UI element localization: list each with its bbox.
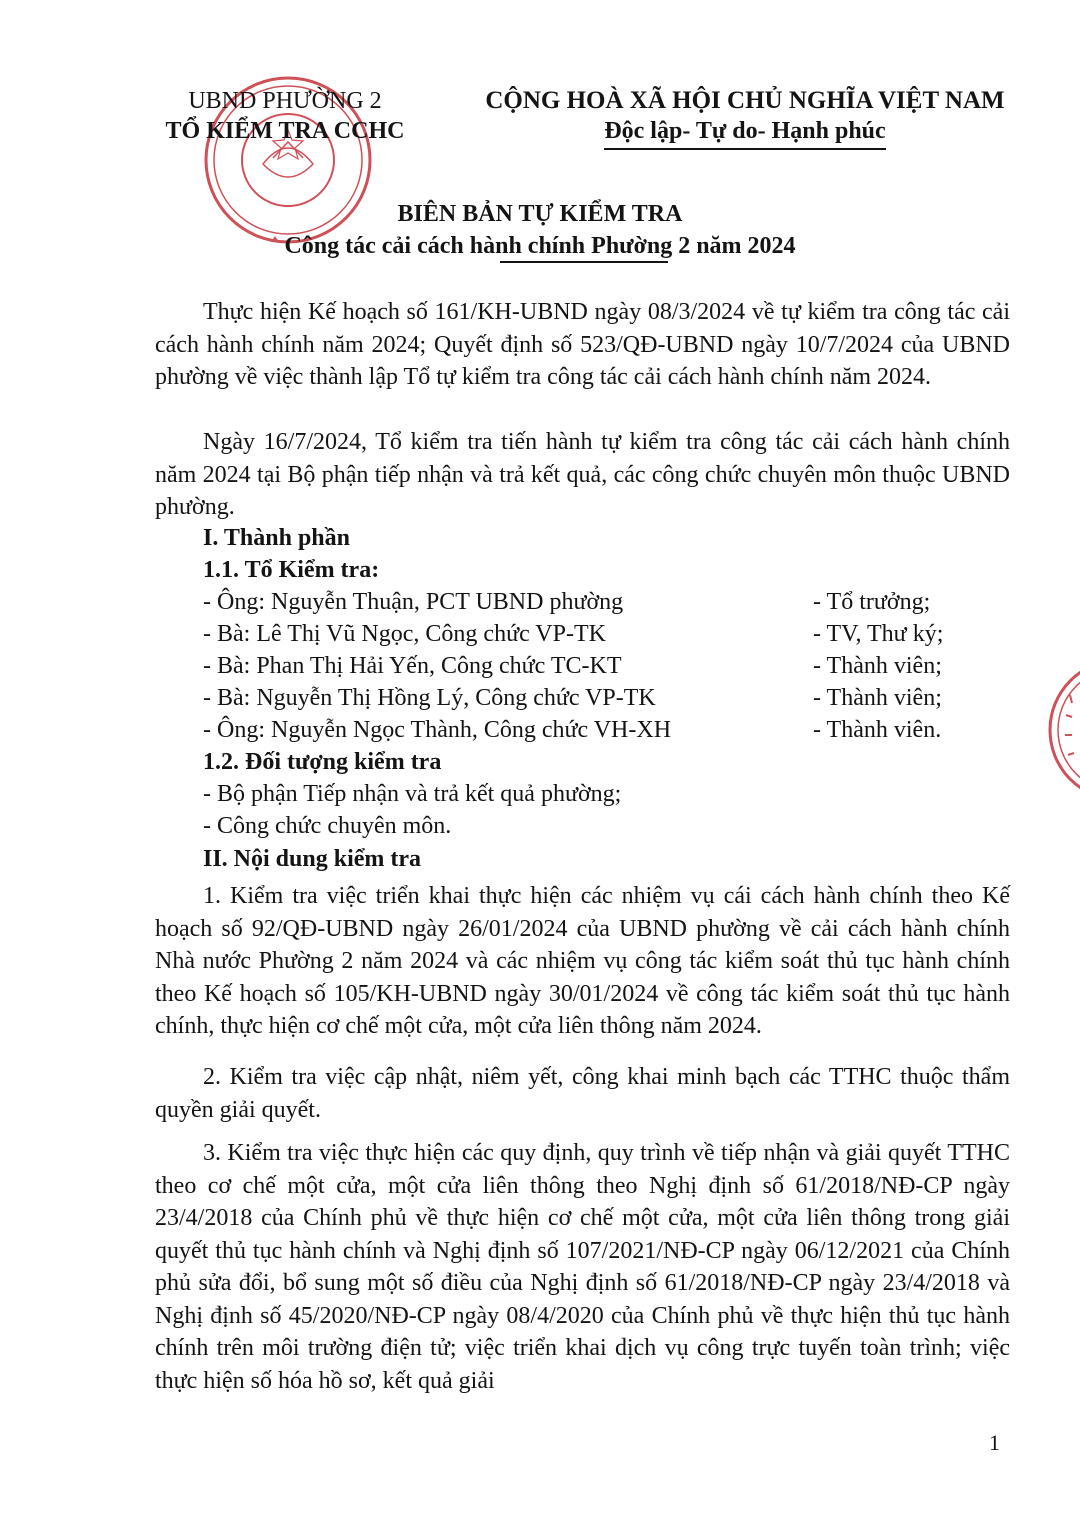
- intro-paragraph-1: Thực hiện Kế hoạch số 161/KH-UBND ngày 08/3/2024 về tự kiểm tra công tác cải cách hành chính năm 2024; Quyết định số 523/QĐ-UBND ngày 10/7/2024 của UBND phường về việc thành lập Tổ tự kiểm tra công tác cải cách hành chính năm 2024.: [155, 299, 1010, 390]
- org-name: UBND PHƯỜNG 2: [188, 88, 382, 114]
- title-underline: [500, 261, 668, 263]
- title-line-2: Công tác cải cách hành chính Phường 2 năm 2024: [284, 233, 796, 259]
- section-2-heading: II. Nội dung kiểm tra: [203, 846, 422, 872]
- member-name: - Bà: Nguyễn Thị Hồng Lý, Công chức VP-TK: [203, 685, 656, 711]
- issuing-organization: [140, 86, 430, 146]
- intro-paragraph-2: Ngày 16/7/2024, Tổ kiểm tra tiến hành tự kiểm tra công tác cải cách hành chính năm 2024 tại Bộ phận tiếp nhận và trả kết quả, các công chức chuyên môn thuộc UBND phường.: [155, 429, 1010, 520]
- page-number: 1: [989, 1430, 1000, 1455]
- document-title: [250, 198, 830, 262]
- section-1-1-heading: 1.1. Tổ Kiểm tra:: [203, 557, 380, 583]
- member-role: - Thành viên;: [813, 685, 942, 711]
- section-1-2-heading: 1.2. Đối tượng kiểm tra: [203, 749, 442, 775]
- national-header: [460, 86, 1030, 150]
- motto: Độc lập- Tự do- Hạnh phúc: [604, 116, 885, 150]
- member-name: - Bà: Lê Thị Vũ Ngọc, Công chức VP-TK: [203, 621, 606, 647]
- member-role: - Tổ trưởng;: [813, 589, 931, 615]
- member-role: - TV, Thư ký;: [813, 621, 944, 647]
- nation-title: CỘNG HOÀ XÃ HỘI CHỦ NGHĨA VIỆT NAM: [485, 87, 1005, 114]
- target-item: - Bộ phận Tiếp nhận và trả kết quả phường;: [203, 781, 622, 807]
- member-role: - Thành viên.: [813, 717, 942, 743]
- org-subunit: TỔ KIỂM TRA CCHC: [165, 118, 405, 144]
- content-item-3: 3. Kiểm tra việc thực hiện các quy định, quy trình về tiếp nhận và giải quyết TTHC theo cơ chế một cửa, một cửa liên thông theo Nghị định số 61/2018/NĐ-CP ngày 23/4/2018 của Chính phủ về thực hiện cơ chế một cửa, một cửa liên thông trong giải quyết thủ tục hành chính và Nghị định số 107/2021/NĐ-CP ngày 06/12/2021 của Chính phủ sửa đổi, bổ sung một số điều của Nghị định số 61/2018/NĐ-CP ngày 23/4/2018 và Nghị định số 45/2020/NĐ-CP ngày 08/4/2020 của Chính phủ về thực hiện thủ tục hành chính trên môi trường điện tử; việc triển khai dịch vụ công trực tuyến toàn trình; việc thực hiện số hóa hồ sơ, kết quả giải: [155, 1140, 1010, 1394]
- member-role: - Thành viên;: [813, 653, 942, 679]
- content-item-2: 2. Kiểm tra việc cập nhật, niêm yết, công khai minh bạch các TTHC thuộc thẩm quyền giải quyết.: [155, 1064, 1010, 1123]
- section-1-heading: I. Thành phần: [203, 525, 350, 551]
- member-name: - Ông: Nguyễn Ngọc Thành, Công chức VH-XH: [203, 717, 672, 743]
- member-name: - Bà: Phan Thị Hải Yến, Công chức TC-KT: [203, 653, 622, 679]
- content-item-1: 1. Kiểm tra việc triển khai thực hiện các nhiệm vụ cái cách hành chính theo Kế hoạch số 92/QĐ-UBND ngày 26/01/2024 của UBND phường về cải cách hành chính Nhà nước Phường 2 năm 2024 và các nhiệm vụ công tác kiểm soát thủ tục hành chính theo Kế hoạch số 105/KH-UBND ngày 30/01/2024 về công tác kiểm soát thủ tục hành chính, thực hiện cơ chế một cửa, một cửa liên thông năm 2024.: [155, 883, 1010, 1039]
- member-name: - Ông: Nguyễn Thuận, PCT UBND phường: [203, 589, 624, 615]
- partial-seal-stamp: [1040, 655, 1080, 805]
- target-item: - Công chức chuyên môn.: [203, 813, 452, 839]
- title-line-1: BIÊN BẢN TỰ KIỂM TRA: [397, 201, 683, 227]
